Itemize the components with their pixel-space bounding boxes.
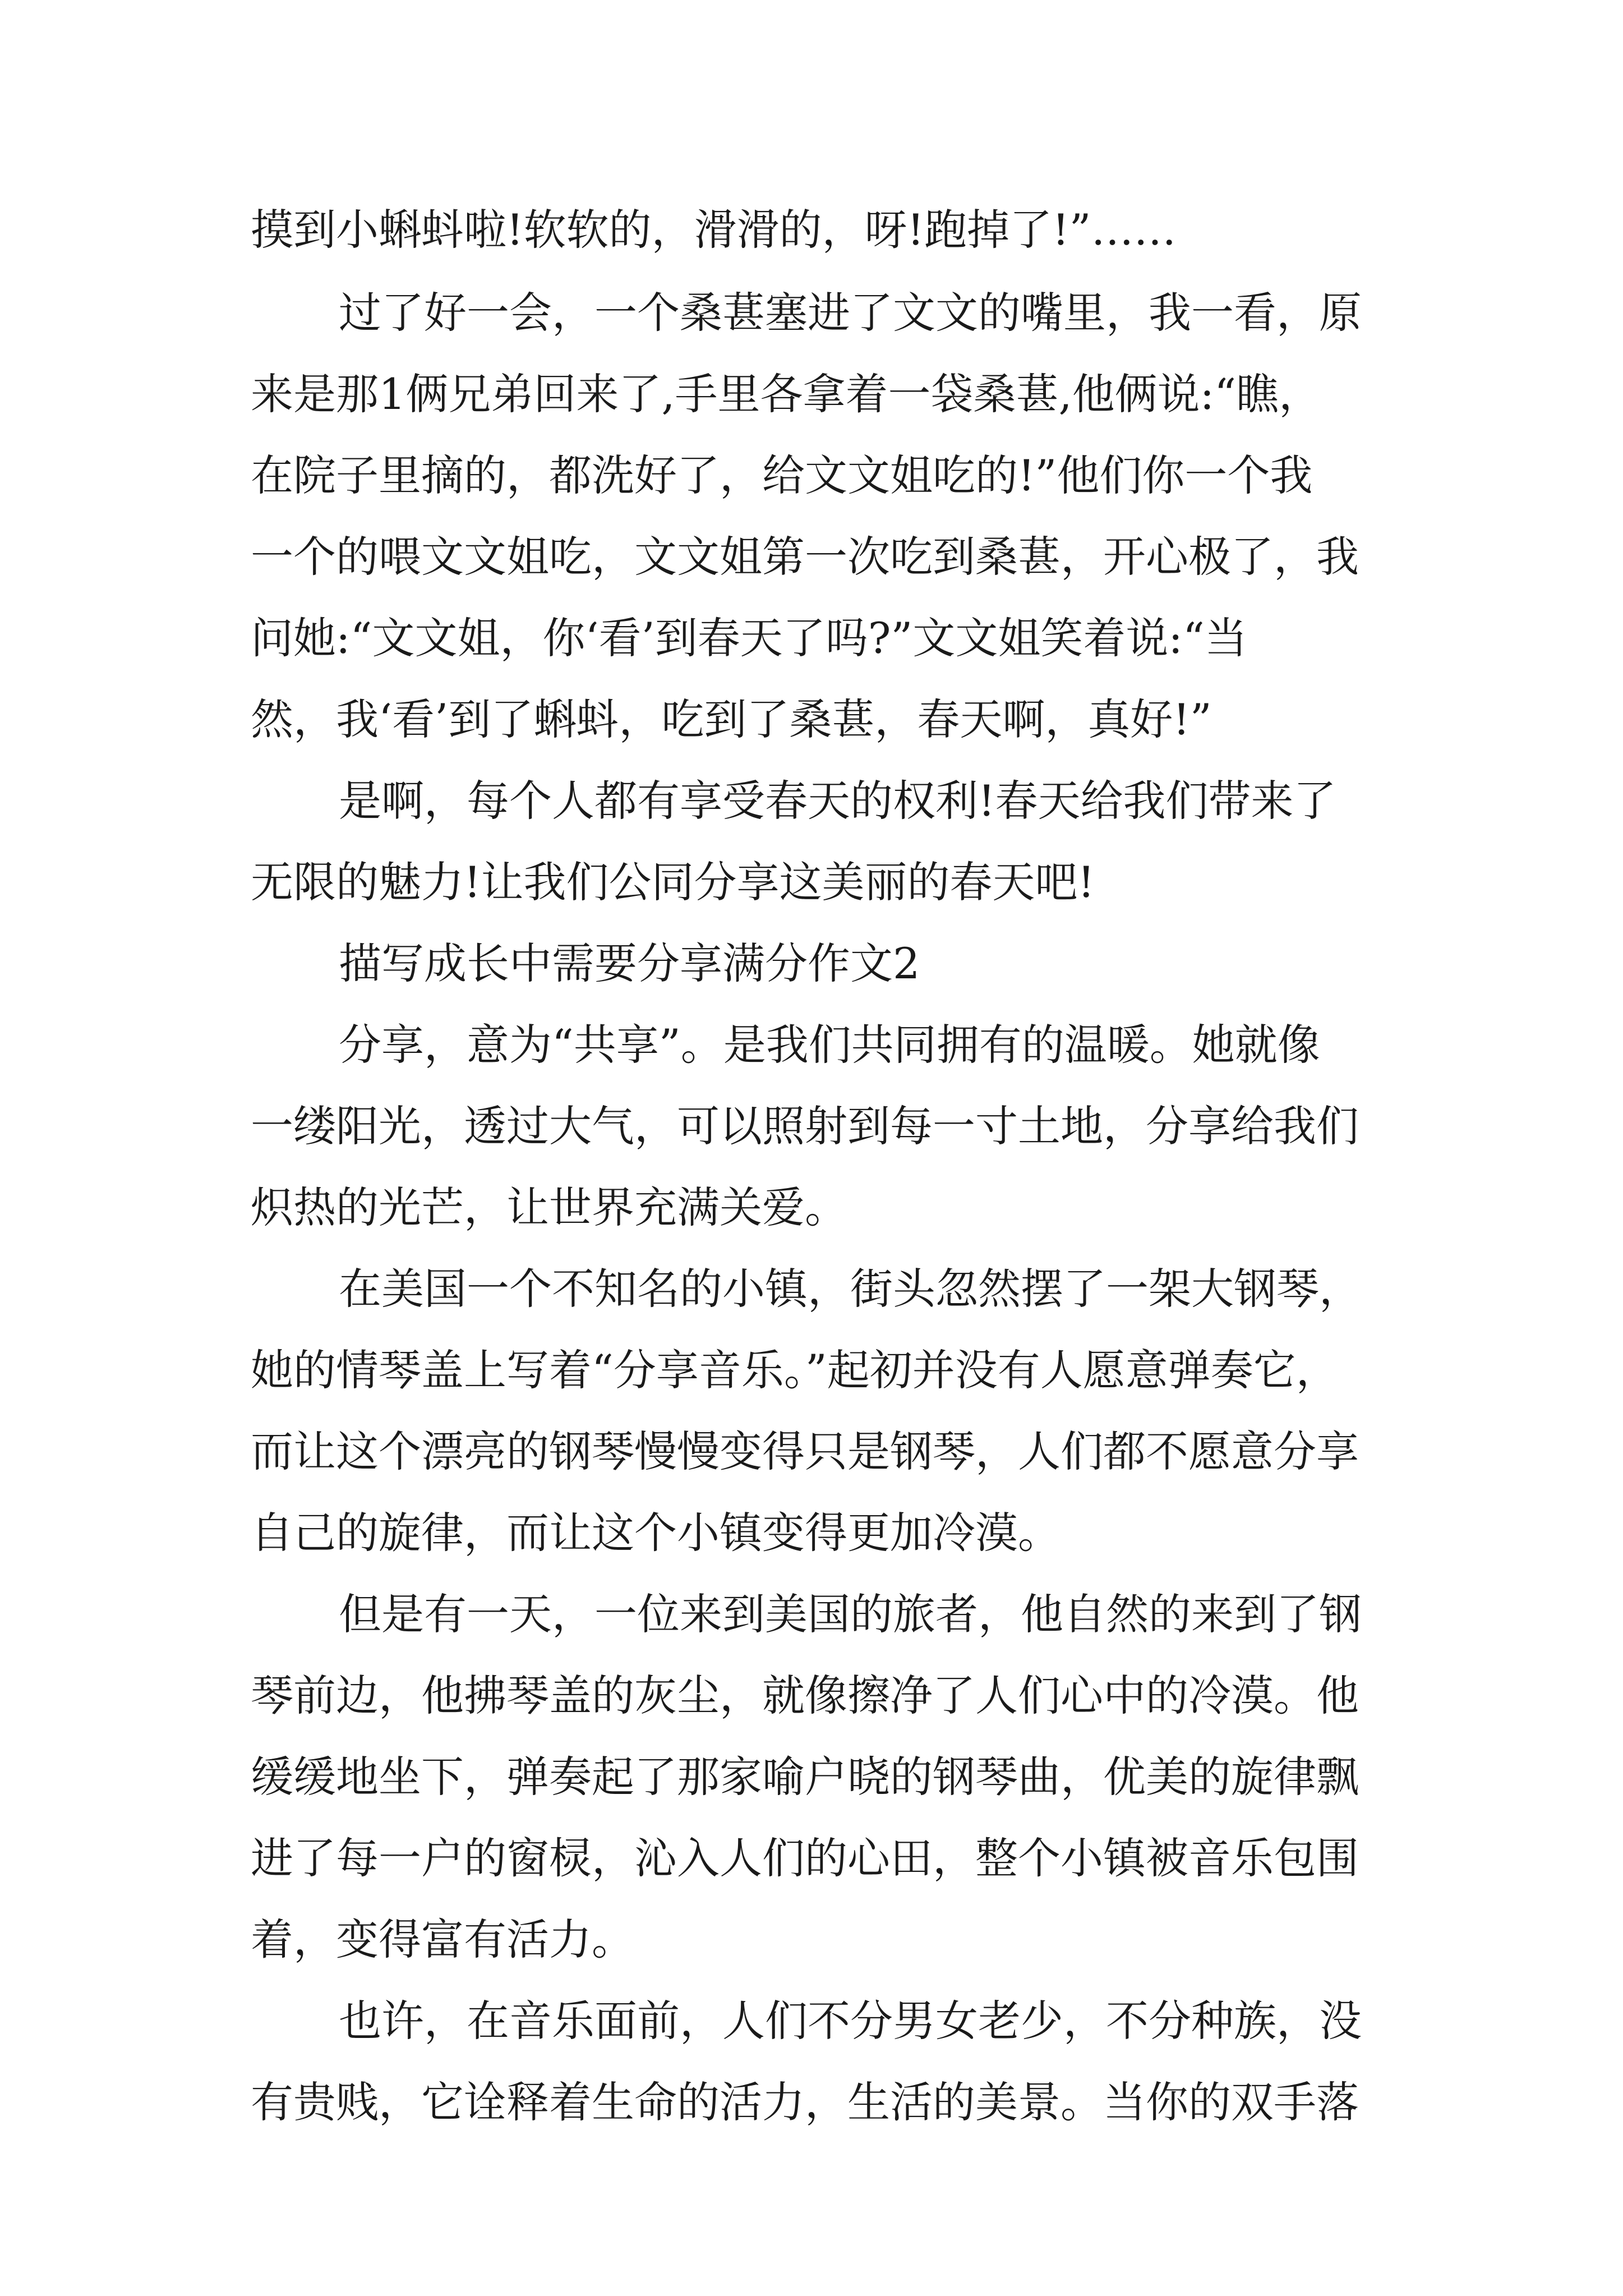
paragraph-line: 也许，在音乐面前，人们不分男女老少，不分种族，没 [339,1996,1362,2046]
text-line: 一缕阳光，透过大气，可以照射到每一寸土地，分享给我们 [251,1101,1359,1151]
text-line: 有贵贱，它诠释着生命的活力，生活的美景。当你的双手落 [251,2077,1359,2127]
text-line: 炽热的光芒，让世界充满关爱。 [251,1182,847,1232]
text-line: 进了每一户的窗棂，沁入人们的心田，整个小镇被音乐包围 [251,1833,1359,1883]
text-line: 然，我‘看’到了蝌蚪，吃到了桑葚，春天啊，真好!” [251,694,1212,744]
text-line: 无限的魅力!让我们公同分享这美丽的春天吧! [251,857,1095,907]
text-line: 着，变得富有活力。 [251,1915,634,1964]
text-line: 她的情琴盖上写着“分享音乐。”起初并没有人愿意弹奏它， [251,1345,1339,1395]
text-line: 一个的喂文文姐吃，文文姐第一次吃到桑葚，开心极了，我 [251,532,1359,582]
paragraph-line: 过了好一会，一个桑葚塞进了文文的嘴里，我一看，原 [339,288,1362,338]
text-line: 自己的旋律，而让这个小镇变得更加冷漠。 [251,1508,1061,1558]
paragraph-line: 是啊，每个人都有享受春天的权利!春天给我们带来了 [339,776,1336,826]
text-line: 在院子里摘的，都洗好了，给文文姐吃的!”他们你一个我 [251,450,1313,500]
section-heading: 描写成长中需要分享满分作文2 [339,938,920,988]
paragraph-line: 在美国一个不知名的小镇，街头忽然摆了一架大钢琴， [339,1264,1362,1314]
text-line: 而让这个漂亮的钢琴慢慢变得只是钢琴，人们都不愿意分享 [251,1427,1359,1476]
text-line: 问她:“文文姐，你‘看’到春天了吗?”文文姐笑着说:“当 [251,613,1247,663]
text-line: 来是那1俩兄弟回来了,手里各拿着一袋桑葚,他俩说:“瞧， [251,369,1322,419]
paragraph-line: 但是有一天，一位来到美国的旅者，他自然的来到了钢 [339,1589,1362,1639]
text-line: 摸到小蝌蚪啦!软软的，滑滑的，呀!跑掉了!”…… [251,205,1177,255]
text-line: 琴前边，他拂琴盖的灰尘，就像擦净了人们心中的冷漠。他 [251,1671,1359,1720]
paragraph-line: 分享，意为“共享”。是我们共同拥有的温暖。她就像 [339,1020,1320,1070]
text-line: 缓缓地坐下，弹奏起了那家喻户晓的钢琴曲，优美的旋律飘 [251,1752,1359,1802]
